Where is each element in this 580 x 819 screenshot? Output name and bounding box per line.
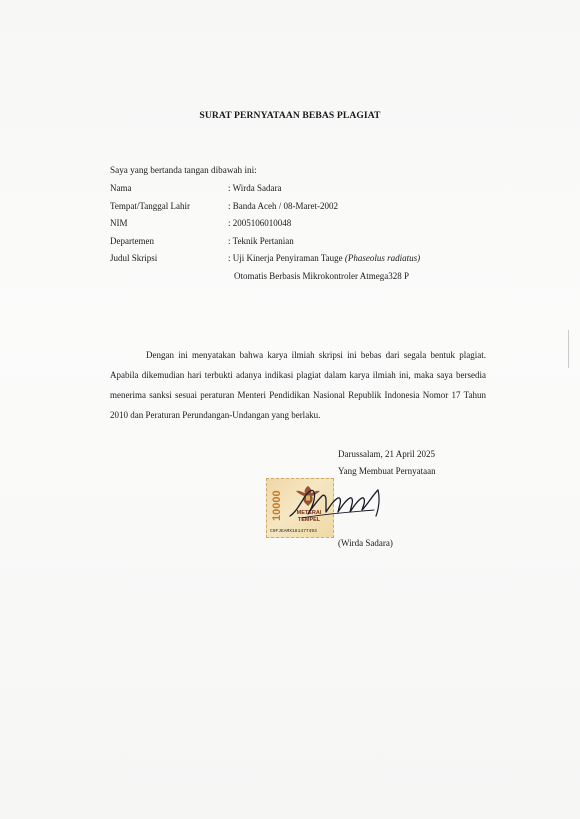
intro-text: Saya yang bertanda tangan dibawah ini:	[110, 165, 257, 175]
thesis-value-line2: Otomatis Berbasis Mikrokontroler Atmega328 P	[234, 270, 409, 281]
thesis-value	[228, 253, 420, 263]
handwritten-signature	[282, 478, 392, 528]
statement-text: Dengan ini menyatakan bahwa karya ilmiah skripsi ini bebas dari segala bentuk plagiat. Apabila dikemudian hari terbukti adanya indikasi plagiat dalam karya ilmiah ini, maka saya bersedia menerima sanksi sesuai peraturan Menteri Pendidikan Nasional Republik Indonesia Nomor 17 Tahun 2010 dan Peraturan Perundangan-Undangan yang berlaku.	[110, 350, 486, 420]
signer-name: (Wirda Sadara)	[338, 538, 393, 548]
thesis-label: Judul Skripsi	[110, 253, 158, 263]
document-title: SURAT PERNYATAAN BEBAS PLAGIAT	[199, 110, 381, 121]
department-value: : Teknik Pertanian	[228, 235, 294, 246]
stamp-label-line2: TEMPEL	[297, 517, 321, 523]
stamp-serial: C9FJEAMX181477493	[270, 529, 317, 534]
stamp-label-line1: METERAI	[296, 510, 322, 516]
name-label: Nama	[110, 183, 132, 193]
thesis-value-species: (Phaseolus radiatus)	[344, 253, 421, 263]
name-value: : Wirda Sadara	[228, 183, 282, 193]
thesis-value-prefix: : Uji Kinerja Penyiraman Tauge	[228, 253, 345, 263]
statement-paragraph	[110, 345, 486, 425]
department-label: Departemen	[110, 235, 154, 246]
stamp-value: 10000	[271, 490, 283, 522]
nim-value: : 2005106010048	[228, 218, 292, 228]
place-date: Darussalam, 21 April 2025	[338, 449, 435, 459]
maker-label: Yang Membuat Pernyataan	[338, 466, 436, 476]
birth-value: : Banda Aceh / 08-Maret-2002	[228, 200, 338, 211]
scan-edge-mark	[568, 330, 569, 368]
nim-label: NIM	[110, 218, 128, 228]
birth-label: Tempat/Tanggal Lahir	[110, 200, 190, 211]
